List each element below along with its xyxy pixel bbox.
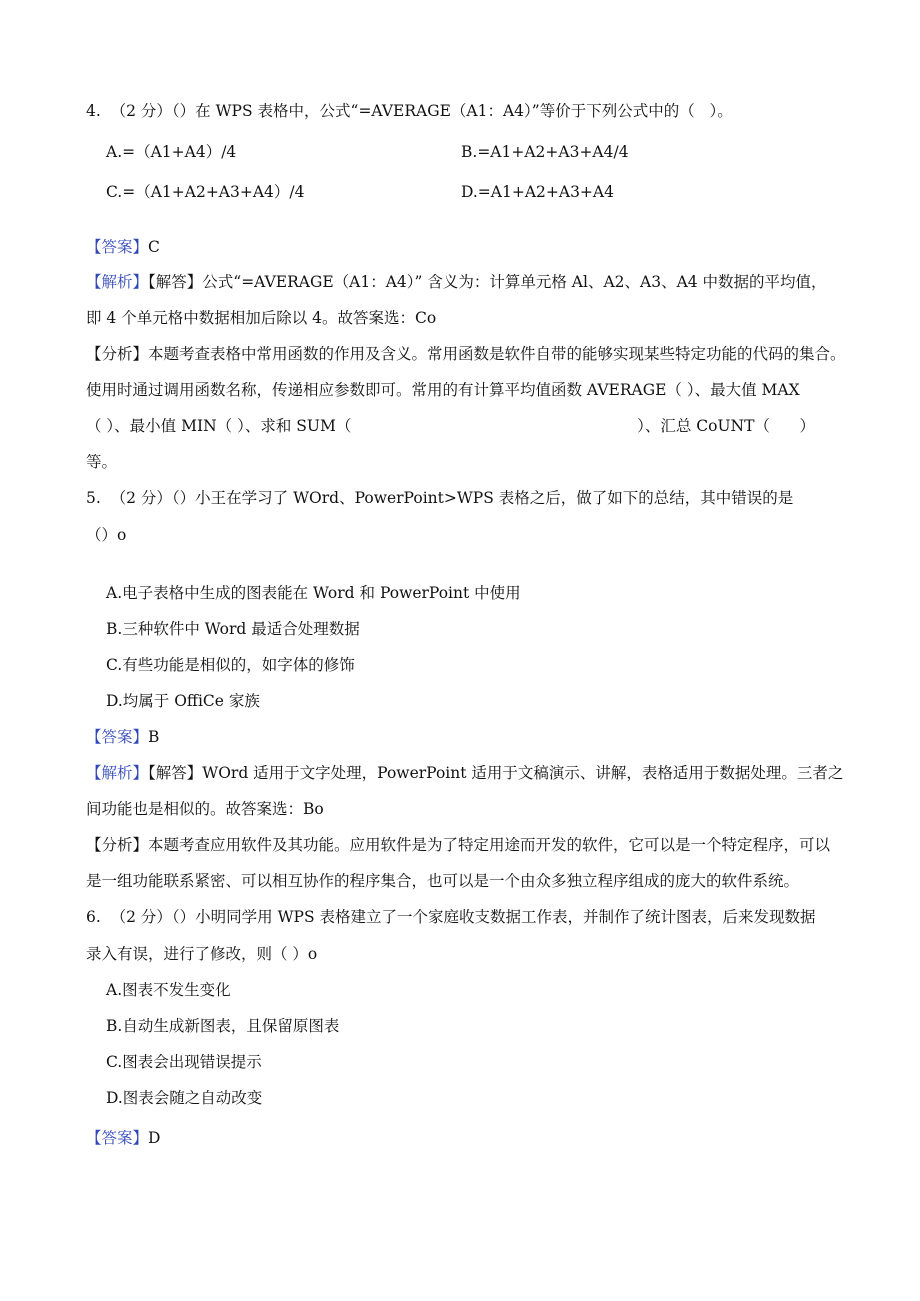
q5-analysis-tag: 【解析】 (86, 764, 149, 782)
q4-option-a: A.=（A1+A4）/4 (106, 143, 237, 161)
q5-answer (86, 727, 159, 747)
q6-option-a: A.图表不发生变化 (106, 981, 231, 999)
q4-answer-tag: 【答案】 (86, 238, 149, 256)
q4-fenxi-line-4: 等。 (86, 453, 118, 471)
q4-answer-value: C (148, 238, 160, 256)
q5-option-d: D.均属于 OffiCe 家族 (106, 692, 260, 710)
q6-option-b: B.自动生成新图表，且保留原图表 (106, 1017, 340, 1035)
q4-analysis-text-1: 【解答】公式“=AVERAGE（A1：A4）” 含义为：计算单元格 Al、A2、A3、A4 中数据的平均值， (148, 273, 827, 291)
q5-option-c: C.有些功能是相似的，如字体的修饰 (106, 656, 355, 674)
q4-option-b: B.=A1+A2+A3+A4/4 (461, 143, 629, 161)
q5-stem-line-2: （）o (86, 526, 127, 544)
q5-analysis-line-1 (86, 763, 843, 783)
q4-option-c: C.=（A1+A2+A3+A4）/4 (106, 183, 305, 201)
q5-fenxi-line-1: 【分析】本题考查应用软件及其功能。应用软件是为了特定用途而开发的软件，它可以是一个特定程序，可以 (86, 836, 831, 854)
q4-fenxi-line-2: 使用时通过调用函数名称，传递相应参数即可。常用的有计算平均值函数 AVERAGE（ ）、最大值 MAX (86, 381, 800, 399)
q6-answer (86, 1128, 160, 1148)
q4-analysis-tag: 【解析】 (86, 273, 149, 291)
q5-stem-line-1: 5. （2 分）（）小王在学习了 WOrd、PowerPoint>WPS 表格之后，做了如下的总结，其中错误的是 (86, 489, 794, 507)
q6-stem-line-2: 录入有误，进行了修改，则（ ）o (86, 945, 318, 963)
q5-fenxi-line-2: 是一组功能联系紧密、可以相互协作的程序集合，也可以是一个由众多独立程序组成的庞大的软件系统。 (86, 872, 800, 890)
q4-fenxi-line-3: （ ）、最小值 MIN（ ）、求和 SUM（ ）、汇总 CoUNT（ ） (86, 417, 815, 435)
q5-option-b: B.三种软件中 Word 最适合处理数据 (106, 620, 360, 638)
q6-option-d: D.图表会随之自动改变 (106, 1089, 263, 1107)
q5-answer-tag: 【答案】 (86, 728, 149, 746)
q6-answer-value: D (148, 1129, 161, 1147)
q6-stem-line-1: 6. （2 分）（）小明同学用 WPS 表格建立了一个家庭收支数据工作表，并制作了统计图表，后来发现数据 (86, 908, 816, 926)
q4-fenxi-line-1: 【分析】本题考查表格中常用函数的作用及含义。常用函数是软件自带的能够实现某些特定功能的代码的集合。 (86, 345, 846, 363)
q5-analysis-text-1: 【解答】WOrd 适用于文字处理，PowerPoint 适用于文稿演示、讲解，表格适用于数据处理。三者之 (148, 764, 844, 782)
q4-answer (86, 237, 160, 257)
q6-option-c: C.图表会出现错误提示 (106, 1053, 262, 1071)
q4-analysis-line-1 (86, 272, 827, 292)
q4-stem: 4. （2 分）（）在 WPS 表格中，公式“=AVERAGE（A1：A4）”等价于下列公式中的（ ）。 (86, 102, 733, 120)
q4-option-d: D.=A1+A2+A3+A4 (461, 183, 614, 201)
q6-answer-tag: 【答案】 (86, 1129, 149, 1147)
q4-analysis-line-2: 即 4 个单元格中数据相加后除以 4。故答案选：Co (86, 309, 437, 327)
q5-analysis-line-2: 间功能也是相似的。故答案选：Bo (86, 800, 324, 818)
q5-answer-value: B (148, 728, 160, 746)
q5-option-a: A.电子表格中生成的图表能在 Word 和 PowerPoint 中使用 (106, 584, 521, 602)
